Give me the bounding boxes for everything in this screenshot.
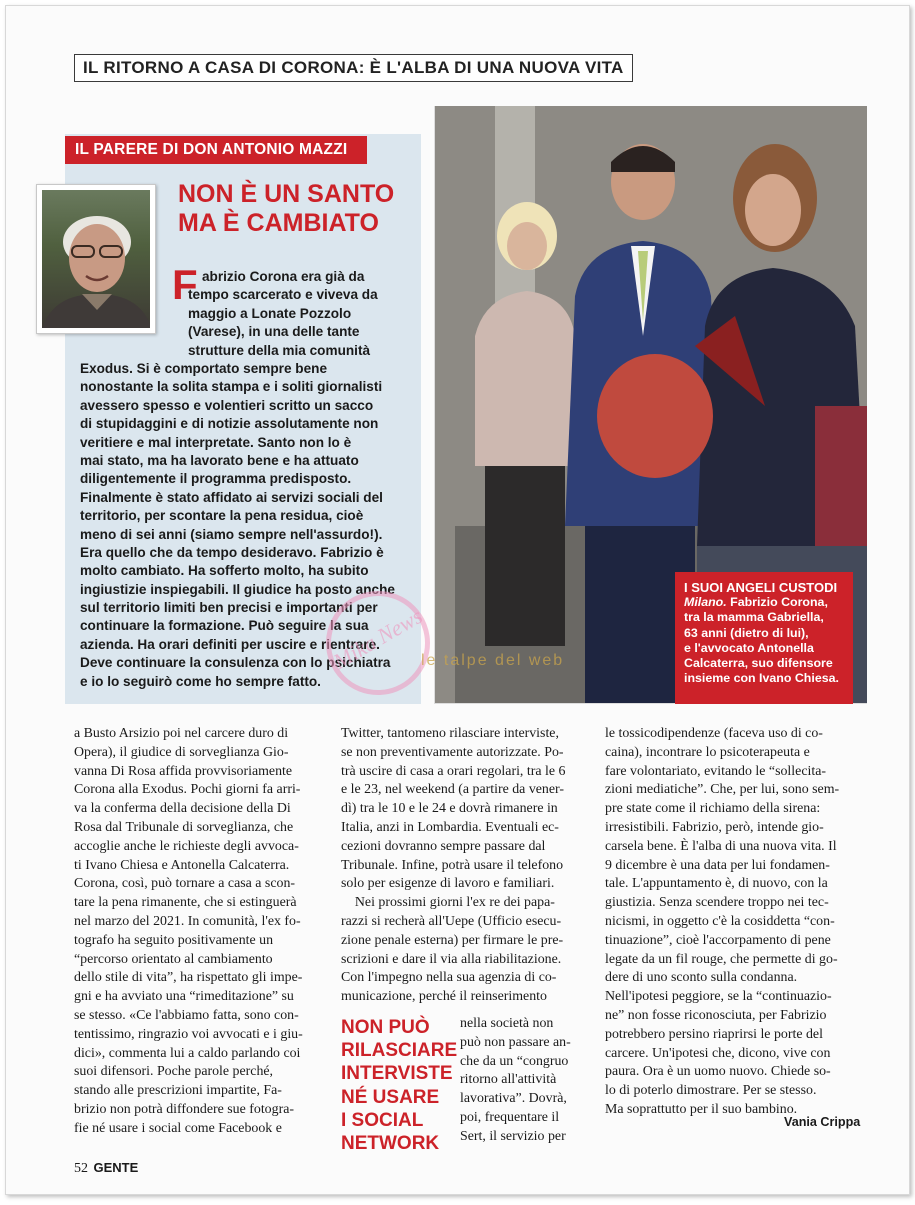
text-line: brizio non potrà diffondere sue fotogra-	[74, 1101, 294, 1117]
text-line: va la conferma della decisione della Di	[74, 801, 291, 817]
text-line: se stesso. «Ce l'abbiamo fatta, sono con-	[74, 1007, 299, 1023]
drop-cap: F	[172, 261, 198, 308]
author-portrait	[36, 184, 156, 334]
text-line: Twitter, tantomeno rilasciare interviste,	[341, 726, 559, 741]
magazine-name: GENTE	[93, 1160, 139, 1175]
text-line: Tribunale. Infine, potrà usare il telefono	[341, 857, 564, 873]
text-line: Ma soprattutto per il suo bambino.	[605, 1101, 798, 1117]
sidebar-line: e io lo seguirò come ho sempre fatto.	[80, 673, 321, 689]
caption-line: tra la mamma Gabriella,	[684, 610, 824, 625]
text-line: se non preventivamente autorizzate. Po-	[341, 744, 564, 760]
caption-line	[684, 595, 845, 610]
text-line: dere di uno sconto sulla condanna.	[605, 970, 798, 986]
sidebar-line: Era quello che da tempo desideravo. Fabrizio è	[80, 544, 384, 560]
article-column-2	[341, 725, 565, 1007]
sidebar-line: ingiustizie inspiegabili. Il giudice ha posto anche	[80, 581, 395, 597]
sidebar-line: Deve continuare la consulenza con lo psichiatra	[80, 655, 391, 671]
text-line: gni e ha avviato una “rimeditazione” su	[74, 989, 294, 1005]
text-line: dello stile di vita”, ha rispettato gli impe-	[74, 970, 303, 986]
text-line: che da un “congruo	[460, 1053, 569, 1069]
sidebar-line: sul territorio limiti ben precisi e importanti per	[80, 600, 378, 616]
text-line: paura. Ora è un uomo nuovo. Chiede so-	[605, 1064, 831, 1080]
watermark-badge-text: Mika News	[328, 603, 427, 674]
text-line: caina), incontrare lo psicoterapeuta e	[605, 744, 810, 760]
text-line: tale. L'appuntamento è, di nuovo, con la	[605, 876, 828, 892]
text-line: nicismi, in oggetto c'è la cosiddetta “con-	[605, 913, 835, 929]
sidebar-line: abrizio Corona era già da	[202, 269, 365, 284]
caption-text: Fabrizio Corona,	[730, 595, 828, 610]
sidebar-body-intro	[188, 268, 378, 360]
text-line: Con l'impegno nella sua agenzia di co-	[341, 970, 557, 986]
sidebar-line: veritiere e mal interpretate. Santo non lo è	[80, 434, 352, 450]
author-signature: Vania Crippa	[784, 1115, 861, 1129]
text-line: razzi si recherà all'Uepe (Ufficio esecu-	[341, 913, 562, 929]
caption-place: Milano.	[684, 595, 727, 610]
pull-quote-line: RILASCIARE	[341, 1040, 458, 1062]
article-column-1	[74, 725, 303, 1139]
sidebar-line: azienda. Ha orari definiti per uscire e rientrare.	[80, 636, 380, 652]
text-line: carcere. Un'ipotesi che, dicono, vive con	[605, 1045, 831, 1061]
text-line: municazione, perché il reinserimento	[341, 989, 547, 1005]
sidebar-line: strutture della mia comunità	[188, 342, 371, 358]
text-line: nella società non	[460, 1016, 554, 1031]
text-line: trà uscire di casa a orari regolari, tra le 6	[341, 763, 566, 779]
pull-quote-line: I SOCIAL	[341, 1109, 424, 1131]
text-line: fie né usare i social come Facebook e	[74, 1120, 282, 1136]
pull-quote-line: NETWORK	[341, 1133, 440, 1155]
sidebar-line: Finalmente è stato affidato ai servizi sociali del	[80, 489, 383, 505]
pull-quote	[341, 1016, 457, 1155]
section-header: IL RITORNO A CASA DI CORONA: È L'ALBA DI UNA NUOVA VITA	[74, 54, 633, 82]
caption-line: 63 anni (dietro di lui),	[684, 625, 809, 640]
text-line: legate da un fil rouge, che permette di go-	[605, 951, 838, 967]
text-line: nel marzo del 2021. In comunità, l'ex fo-	[74, 913, 301, 929]
sidebar-line: diligentemente il programma predisposto.	[80, 471, 352, 487]
sidebar-line: (Varese), in una delle tante	[188, 324, 360, 340]
text-line: dì) tra le 10 e le 24 e dovrà rimanere in	[341, 801, 558, 817]
text-line: Nell'ipotesi peggiore, se la “continuazio-	[605, 989, 832, 1005]
article-column-3	[605, 725, 839, 1120]
text-line: tare la pena rimanente, che si estinguerà	[74, 895, 297, 911]
text-line: le tossicodipendenze (faceva uso di co-	[605, 726, 823, 741]
text-line: e le 23, nel weekend (a partire da vener-	[341, 782, 565, 798]
portrait-illustration	[42, 190, 150, 328]
text-line: Italia, anzi in Lombardia. Eventuali ec-	[341, 819, 559, 835]
sidebar-line: tempo scarcerato e viveva da	[188, 287, 378, 303]
text-line: irresistibili. Fabrizio, però, intende gio-	[605, 819, 824, 835]
photo-caption	[675, 572, 853, 704]
text-line: Sert, il servizio per	[460, 1128, 566, 1144]
text-line: vanna Di Rosa affida provvisoriamente	[74, 763, 293, 779]
page-footer	[74, 1160, 138, 1177]
caption-heading: I SUOI ANGELI CUSTODI	[684, 580, 838, 595]
sidebar-tab: IL PARERE DI DON ANTONIO MAZZI	[65, 136, 367, 164]
text-line: solo per esigenze di lavoro e familiari.	[341, 876, 555, 892]
text-line: tinuazione”, cioè l'accorpamento di pene	[605, 932, 831, 948]
text-line: lavorativa”. Dovrà,	[460, 1091, 567, 1107]
caption-line: Calcaterra, suo difensore	[684, 656, 833, 671]
text-line: ne” non fosse riconosciuta, per Fabrizio	[605, 1007, 827, 1023]
text-line: giustizia. Senza scendere troppo nei tec-	[605, 895, 829, 911]
text-line: a Busto Arsizio poi nel carcere duro di	[74, 726, 289, 741]
sidebar-line: molto cambiato. Ha sofferto molto, ha subito	[80, 563, 369, 579]
text-line: potrebbero persino riaprirsi le porte del	[605, 1026, 823, 1042]
sidebar-line: nonostante la solita stampa e i soliti giornalisti	[80, 379, 383, 395]
text-line: Opera), il giudice di sorveglianza Gio-	[74, 744, 289, 760]
text-line: lo di poterlo dimostrare. Per se stesso.	[605, 1083, 817, 1099]
caption-line: insieme con Ivano Chiesa.	[684, 671, 839, 686]
pull-quote-line: NON PUÒ	[341, 1017, 430, 1038]
text-line: tentissimo, ringrazio voi avvocati e i giu-	[74, 1026, 303, 1042]
text-line: zione penale esterna) per firmare le pre-	[341, 932, 564, 948]
text-line: poi, frequentare il	[460, 1109, 560, 1125]
text-line: Rosa dal Tribunale di sorveglianza, che	[74, 819, 294, 835]
text-line: tografo ha seguito positivamente un	[74, 932, 274, 948]
text-line: fare volontariato, evitando le “sollecita-	[605, 763, 826, 779]
text-line: può non passare an-	[460, 1034, 571, 1050]
caption-line: e l'avvocato Antonella	[684, 640, 814, 655]
text-line: carsela bene. È l'alba di una nuova vita. Il	[605, 838, 837, 854]
text-line: suoi difensori. Poche parole perché,	[74, 1064, 274, 1080]
sidebar-line: mai stato, ma ha lavorato bene e ha attuato	[80, 452, 359, 468]
sidebar-line: avessero spesso e volentieri scritto un sacco	[80, 397, 374, 413]
text-line: scrizioni e dare il via alla riabilitazione.	[341, 951, 562, 967]
text-line: cezioni dovranno sempre passare dal	[341, 838, 546, 854]
magazine-page	[5, 5, 910, 1195]
sidebar-line: maggio a Lonate Pozzolo	[188, 305, 352, 321]
sidebar-title-line: MA È CAMBIATO	[178, 209, 379, 237]
text-line: Nei prossimi giorni l'ex re dei papa-	[341, 895, 555, 911]
pull-quote-line: INTERVISTE	[341, 1063, 453, 1085]
sidebar-line: Exodus. Si è comportato sempre bene	[80, 361, 328, 376]
sidebar-title	[178, 180, 398, 238]
text-line: pre state come il richiamo della sirena:	[605, 801, 821, 817]
article-column-2-continued	[460, 1015, 571, 1147]
text-line: Corona alla Exodus. Pochi giorni fa arri-	[74, 782, 301, 798]
text-line: Corona, così, può tornare a casa a scon-	[74, 876, 296, 892]
text-line: ti Ivano Chiesa e Antonella Calcaterra.	[74, 857, 290, 873]
text-line: 9 dicembre è una data per lui fondamen-	[605, 857, 830, 873]
text-line: zioni mediatiche”. Che, per lui, sono sem-	[605, 782, 840, 798]
text-line: stando alle prescrizioni impartite, Fa-	[74, 1083, 282, 1099]
sidebar-title-line: NON È UN SANTO	[178, 180, 395, 208]
watermark-site: le talpe del web	[421, 652, 565, 669]
text-line: “percorso orientato al cambiamento	[74, 951, 273, 967]
page-number: 52	[74, 1161, 88, 1176]
text-line: ritorno all'attività	[460, 1072, 557, 1088]
pull-quote-line: NÉ USARE	[341, 1086, 440, 1108]
sidebar-line: continuare la formazione. Può seguire la sua	[80, 618, 369, 634]
sidebar-line: meno di sei anni (siamo sempre nell'assurdo!).	[80, 526, 383, 542]
sidebar-line: di stupidaggini e di notizie assolutamente non	[80, 416, 379, 432]
portrait-image	[42, 190, 150, 328]
sidebar-line: territorio, per scontare la pena residua, cioè	[80, 508, 364, 524]
text-line: dici», commenta lui a caldo parlando coi	[74, 1045, 301, 1061]
text-line: accoglie anche le richieste degli avvoca-	[74, 838, 299, 854]
